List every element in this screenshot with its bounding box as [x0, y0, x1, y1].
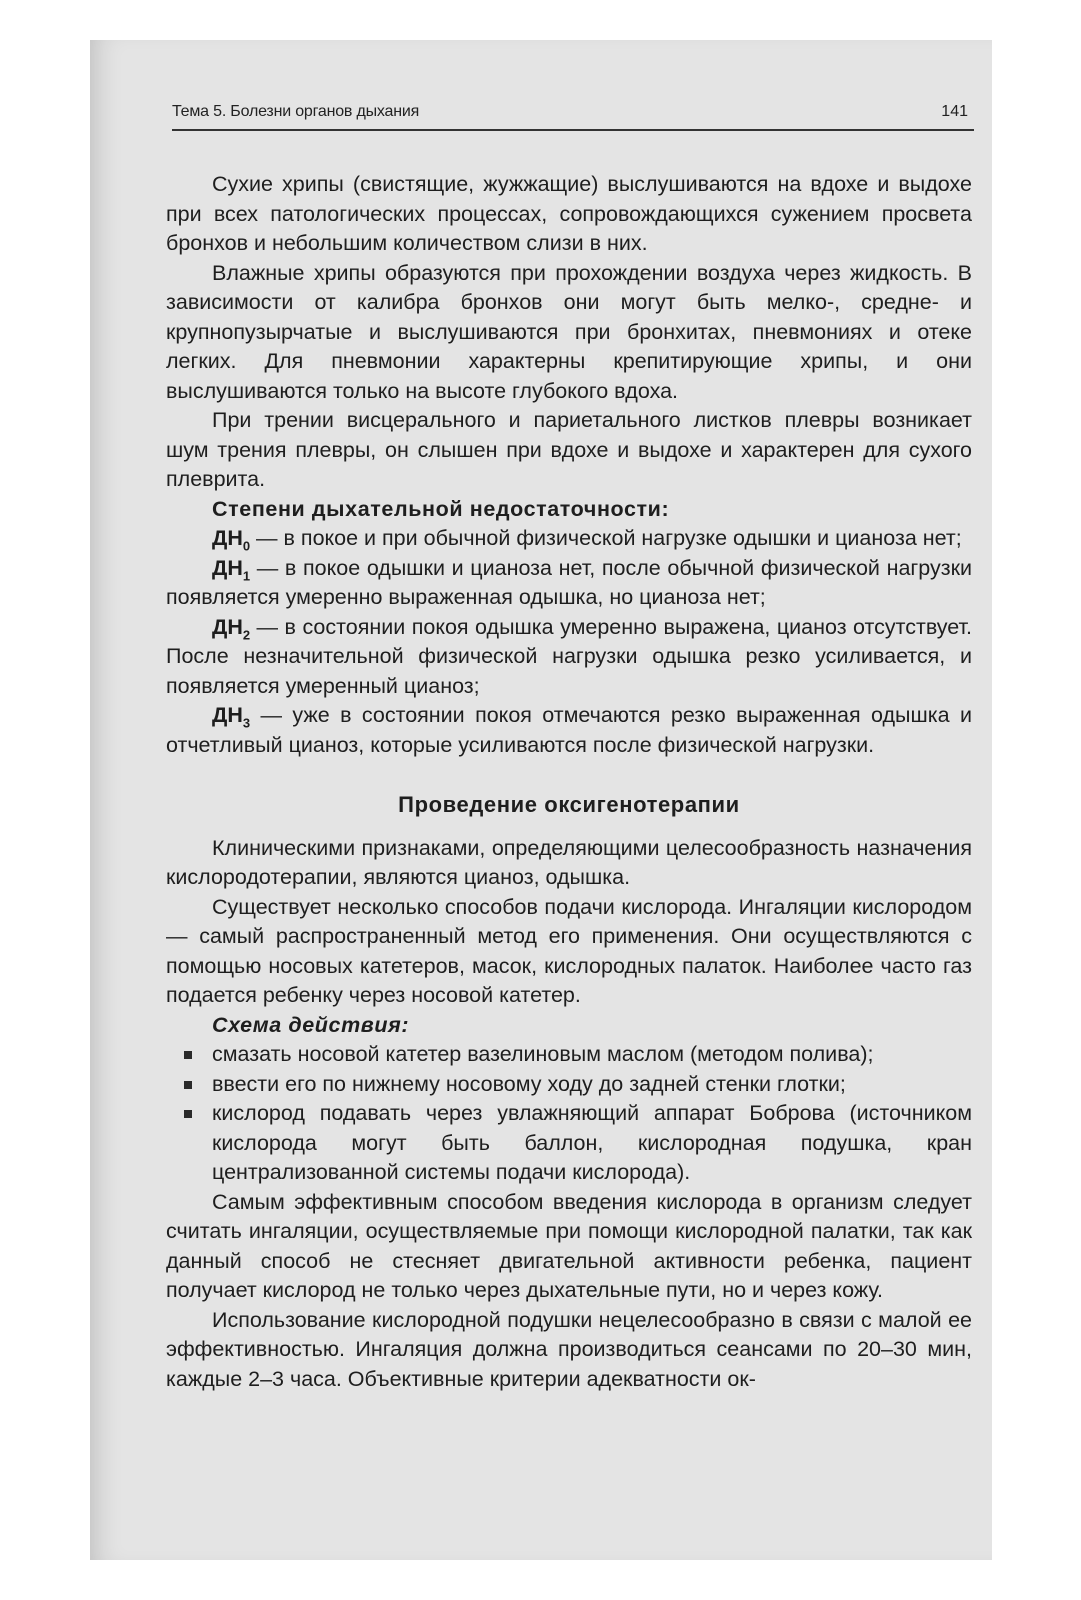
section-title: Проведение оксигенотерапии	[398, 792, 740, 817]
paragraph-oxygen-tent: Самым эффективным способом введения кислорода в организм следует считать ингаляции, осуществляемые при помощи кислородной палатки, так как данный способ не стесняет двигательной активности ребенка, пациент получает кислород не только через дыхательные пути, но и через кожу.	[166, 1189, 972, 1302]
paragraph-oxygen-pillow: Использование кислородной подушки нецелесообразно в связи с малой ее эффективностью. Ингаляция должна производиться сеансами по 20–30 мин, каждые 2–3 часа. Объективные критерии адекватности ок-	[166, 1307, 972, 1391]
square-bullet-icon	[184, 1110, 192, 1118]
paragraph-methods: Существует несколько способов подачи кислорода. Ингаляции кислородом — самый распространенный метод его применения. Они осуществляются с помощью носовых катетеров, масок, кислородных палаток. Наиболее часто газ подается ребенку через носовой катетер.	[166, 894, 972, 1007]
list-item: кислород подавать через увлажняющий аппарат Боброва (источником кислорода могут быть баллон, кислородная подушка, кран централизованной системы подачи кислорода).	[166, 1099, 972, 1188]
degree-text: — уже в состоянии покоя отмечаются резко выраженная одышка и отчетливый цианоз, которые усиливаются после физической нагрузки.	[166, 703, 972, 757]
paragraph-dry-rales: Сухие хрипы (свистящие, жужжащие) выслушиваются на вдохе и выдохе при всех патологических процессах, сопровождающихся сужением просвета бронхов и небольшим количеством слизи в них.	[166, 172, 972, 255]
degree-text: — в покое одышки и цианоза нет, после обычной физической нагрузки появляется умеренно выраженная одышка, но цианоза нет;	[166, 555, 972, 609]
degree-code: $ДН_2$	[212, 614, 251, 642]
paragraph-moist-rales: Влажные хрипы образуются при прохождении воздуха через жидкость. В зависимости от калибра бронхов они могут быть мелко-, средне- и крупнопузырчатые и выслушиваются при бронхитах, пневмониях и отеке легких. Для пневмонии характерны крепитирующие хрипы, и они выслушиваются только на высоте глубокого вдоха.	[166, 260, 972, 403]
degree-code: $ДН_0$	[212, 526, 251, 554]
page-number: 141	[941, 103, 968, 120]
degree-item-2	[166, 613, 972, 702]
degree-item-1	[166, 554, 972, 613]
degree-code: $ДН_3$	[212, 703, 251, 731]
scheme-label: Схема действия:	[212, 1012, 410, 1037]
paragraph-pleural-friction: При трении висцерального и париетального листков плевры возникает шум трения плевры, он слышен при вдохе и выдохе и характерен для сухого плеврита.	[166, 408, 972, 491]
degree-text: — в состоянии покоя одышка умеренно выражена, цианоз отсутствует. После незначительной физической нагрузки одышка резко усиливается, и появляется умеренный цианоз;	[166, 614, 972, 698]
steps-list	[166, 1040, 972, 1188]
degree-item-0	[166, 524, 972, 554]
page-body	[166, 170, 972, 1394]
paragraph-indications: Клиническими признаками, определяющими целесообразность назначения кислородотерапии, являются цианоз, одышка.	[166, 835, 972, 889]
running-header	[172, 101, 974, 131]
list-item: смазать носовой катетер вазелиновым маслом (методом полива);	[166, 1040, 972, 1070]
degree-code: $ДН_1$	[212, 555, 251, 583]
square-bullet-icon	[184, 1081, 192, 1089]
degrees-heading: Степени дыхательной недостаточности:	[212, 496, 670, 521]
square-bullet-icon	[184, 1051, 192, 1059]
running-title: Тема 5. Болезни органов дыхания	[172, 103, 420, 120]
list-item: ввести его по нижнему носовому ходу до задней стенки глотки;	[166, 1070, 972, 1100]
degree-text: — в покое и при обычной физической нагрузке одышки и цианоза нет;	[250, 526, 962, 550]
degree-item-3	[166, 701, 972, 760]
